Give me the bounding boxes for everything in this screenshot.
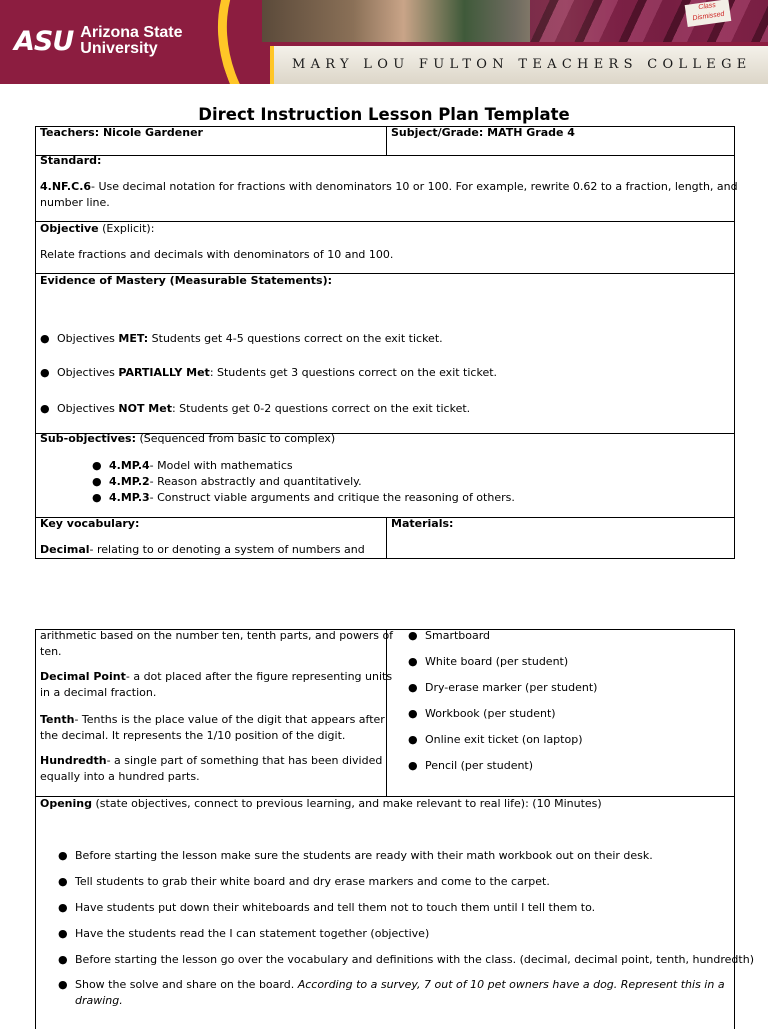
bullet-icon: ● [40,332,50,345]
opening-heading: Opening (state objectives, connect to previous learning, and make relevant to real life): (10 Minutes) [40,797,602,810]
vocab-decimal-cont: ten. [40,645,62,658]
objective-text: Relate fractions and decimals with denominators of 10 and 100. [40,248,394,261]
header-banner [0,0,768,84]
bullet-icon: ● [408,759,418,772]
bullet-icon: ● [40,402,50,415]
key-vocabulary-heading: Key vocabulary: [40,517,140,530]
bullet-icon: ● [58,875,68,888]
materials-heading: Materials: [391,517,454,530]
standard-heading: Standard: [40,154,102,167]
vocab-hundredth-cont: equally into a hundred parts. [40,770,200,783]
mastery-item: Objectives MET: Students get 4-5 questions correct on the exit ticket. [57,332,443,345]
asu-logo [14,25,183,57]
bullet-icon: ● [58,953,68,966]
vocab-decimal-cont: arithmetic based on the number ten, tenth parts, and powers of [40,629,394,642]
bullet-icon: ● [408,733,418,746]
material-item: White board (per student) [425,655,569,668]
bullet-icon: ● [40,366,50,379]
standard-text-line2: number line. [40,196,110,209]
subobjective-item: 4.MP.3- Construct viable arguments and critique the reasoning of others. [109,491,515,504]
standard-text-line1: - Use decimal notation for fractions with denominators 10 or 100. For example, rewrite 0.62 to a fraction, length, and [91,180,738,193]
subobjectives-heading: Sub-objectives: (Sequenced from basic to complex) [40,432,336,445]
bullet-icon: ● [58,849,68,862]
bullet-icon: ● [92,459,102,472]
bullet-icon: ● [408,655,418,668]
material-item: Smartboard [425,629,491,642]
subobjective-item: 4.MP.4- Model with mathematics [109,459,293,472]
bullet-icon: ● [408,681,418,694]
bullet-icon: ● [58,927,68,940]
university-name [80,25,182,57]
university-name-line2: University [80,40,158,57]
vocab-decimal: Decimal- relating to or denoting a system of numbers and [40,543,365,556]
material-item: Workbook (per student) [425,707,556,720]
material-item: Pencil (per student) [425,759,534,772]
bullet-icon: ● [92,475,102,488]
vocab-hundredth: Hundredth- a single part of something that has been divided [40,754,383,767]
bullet-icon: ● [408,707,418,720]
material-item: Online exit ticket (on laptop) [425,733,583,746]
university-name-line1: Arizona State [80,24,183,41]
standard-code: 4.NF.C.6 [40,180,92,193]
class-dismissed-sign: Class Dismissed [685,0,732,27]
opening-item: Before starting the lesson make sure the students are ready with their math workbook out on their desk. [75,849,653,862]
opening-item-solve-share: Show the solve and share on the board. According to a survey, 7 out of 10 pet owners have a dog. Represent this in a [75,978,725,991]
subobjective-item: 4.MP.2- Reason abstractly and quantitatively. [109,475,362,488]
bullet-icon: ● [408,629,418,642]
bullet-icon: ● [92,491,102,504]
bullet-icon: ● [58,901,68,914]
opening-item: Have students put down their whiteboards and tell them not to touch them until I tell them to. [75,901,596,914]
opening-item: Tell students to grab their white board and dry erase markers and come to the carpet. [75,875,550,888]
document-title: Direct Instruction Lesson Plan Template [198,105,570,124]
bullet-icon: ● [58,978,68,991]
vocab-tenth-cont: the decimal. It represents the 1/10 position of the digit. [40,729,346,742]
opening-item: Before starting the lesson go over the vocabulary and definitions with the class. (decimal, decimal point, tenth, hundredth) [75,953,754,966]
college-name-bar [270,46,768,84]
vocab-decimal-point: Decimal Point- a dot placed after the figure representing units [40,670,393,683]
mastery-heading: Evidence of Mastery (Measurable Statements): [40,274,332,287]
asu-logo-mark: ASU [14,25,74,57]
graduation-caps-image [530,0,768,42]
standard-text [40,179,738,195]
vocab-tenth: Tenth- Tenths is the place value of the digit that appears after [40,713,385,726]
mastery-item: Objectives NOT Met: Students get 0-2 questions correct on the exit ticket. [57,402,471,415]
mastery-item: Objectives PARTIALLY Met: Students get 3 questions correct on the exit ticket. [57,366,498,379]
opening-item: Have the students read the I can statement together (objective) [75,927,430,940]
material-item: Dry-erase marker (per student) [425,681,598,694]
subject-grade-label: Subject/Grade: MATH Grade 4 [391,126,575,139]
teachers-label: Teachers: Nicole Gardener [40,126,203,139]
objective-heading: Objective (Explicit): [40,222,155,235]
vocab-decimal-point-cont: in a decimal fraction. [40,686,157,699]
opening-item-solve-share-cont: drawing. [75,994,123,1007]
college-name: MARY LOU FULTON TEACHERS COLLEGE [292,57,752,72]
